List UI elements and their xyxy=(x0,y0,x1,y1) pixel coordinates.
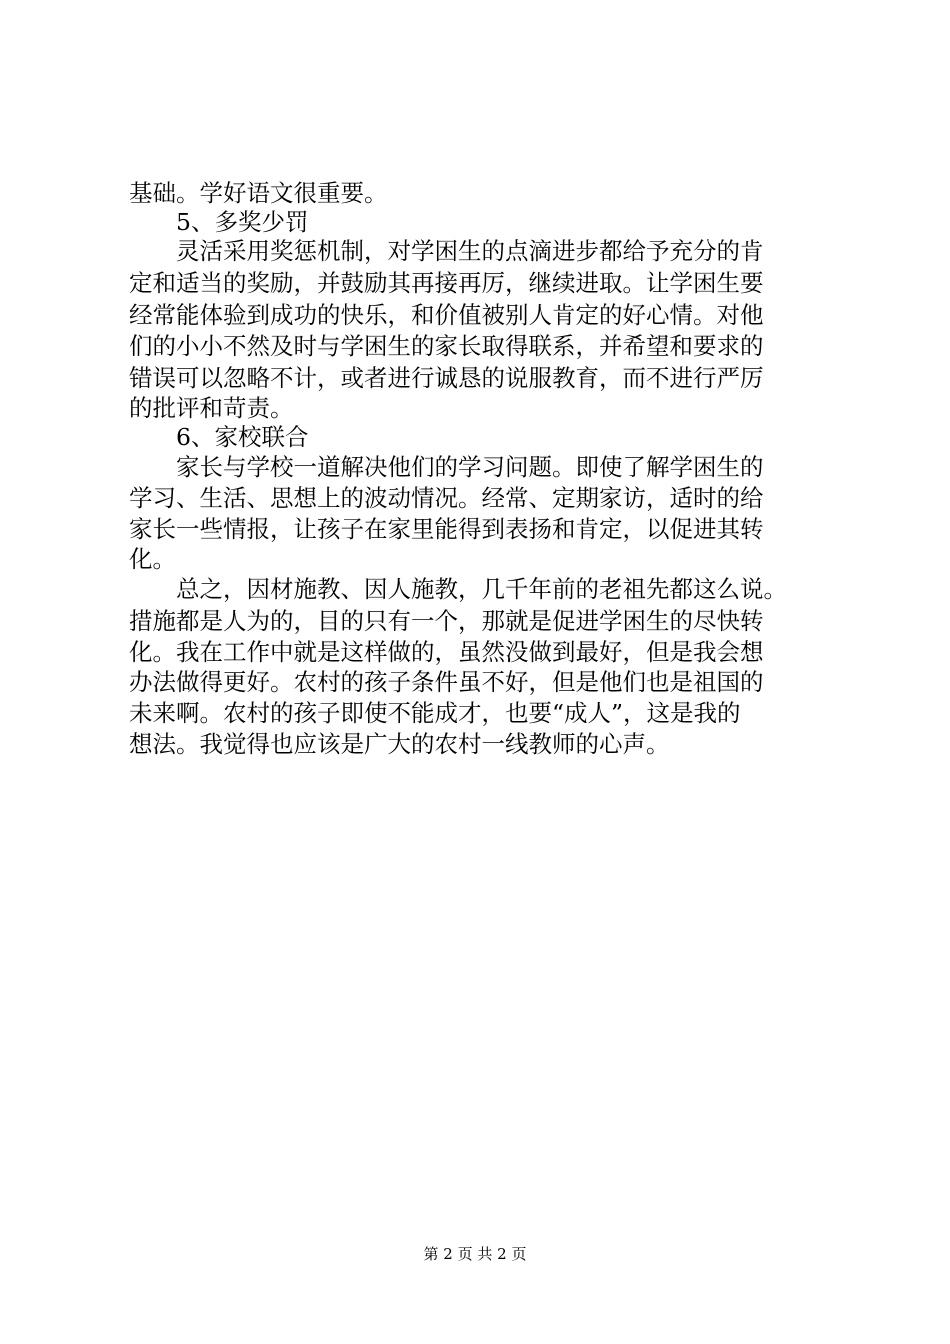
text-line: 的批评和苛责。 xyxy=(129,394,294,422)
text-line: 们的小小不然及时与学困生的家长取得联系，并希望和要求的 xyxy=(129,332,764,360)
text-line: 灵活采用奖惩机制，对学困生的点滴进步都给予充分的肯 xyxy=(176,237,764,265)
text-line: 措施都是人为的，目的只有一个，那就是促进学困生的尽快转 xyxy=(129,607,764,635)
text-line: 错误可以忽略不计，或者进行诚恳的说服教育，而不进行严厉 xyxy=(129,364,764,392)
text-line: 家长一些情报，让孩子在家里能得到表扬和肯定，以促进其转 xyxy=(129,515,764,543)
text-line: 总之，因材施教、因人施教，几千年前的老祖先都这么说。 xyxy=(176,575,787,603)
text-line: 化。我在工作中就是这样做的，虽然没做到最好，但是我会想 xyxy=(129,638,764,666)
text-line: 定和适当的奖励，并鼓励其再接再厉，继续进取。让学困生要 xyxy=(129,269,764,297)
section-heading-5: 5、多奖少罚 xyxy=(176,208,309,236)
text-line: 基础。学好语文很重要。 xyxy=(129,179,388,207)
section-heading-6: 6、家校联合 xyxy=(176,423,309,451)
page-number-footer: 第 2 页 共 2 页 xyxy=(423,1245,527,1263)
text-line: 化。 xyxy=(129,545,176,573)
text-line: 学习、生活、思想上的波动情况。经常、定期家访，适时的给 xyxy=(129,484,764,512)
text-line: 办法做得更好。农村的孩子条件虽不好，但是他们也是祖国的 xyxy=(129,668,764,696)
text-line: 未来啊。农村的孩子即使不能成才，也要“成人”，这是我的 xyxy=(129,699,741,727)
text-line: 经常能体验到成功的快乐，和价值被别人肯定的好心情。对他 xyxy=(129,301,764,329)
text-line: 想法。我觉得也应该是广大的农村一线教师的心声。 xyxy=(129,730,670,758)
text-line: 家长与学校一道解决他们的学习问题。即使了解学困生的 xyxy=(176,453,764,481)
